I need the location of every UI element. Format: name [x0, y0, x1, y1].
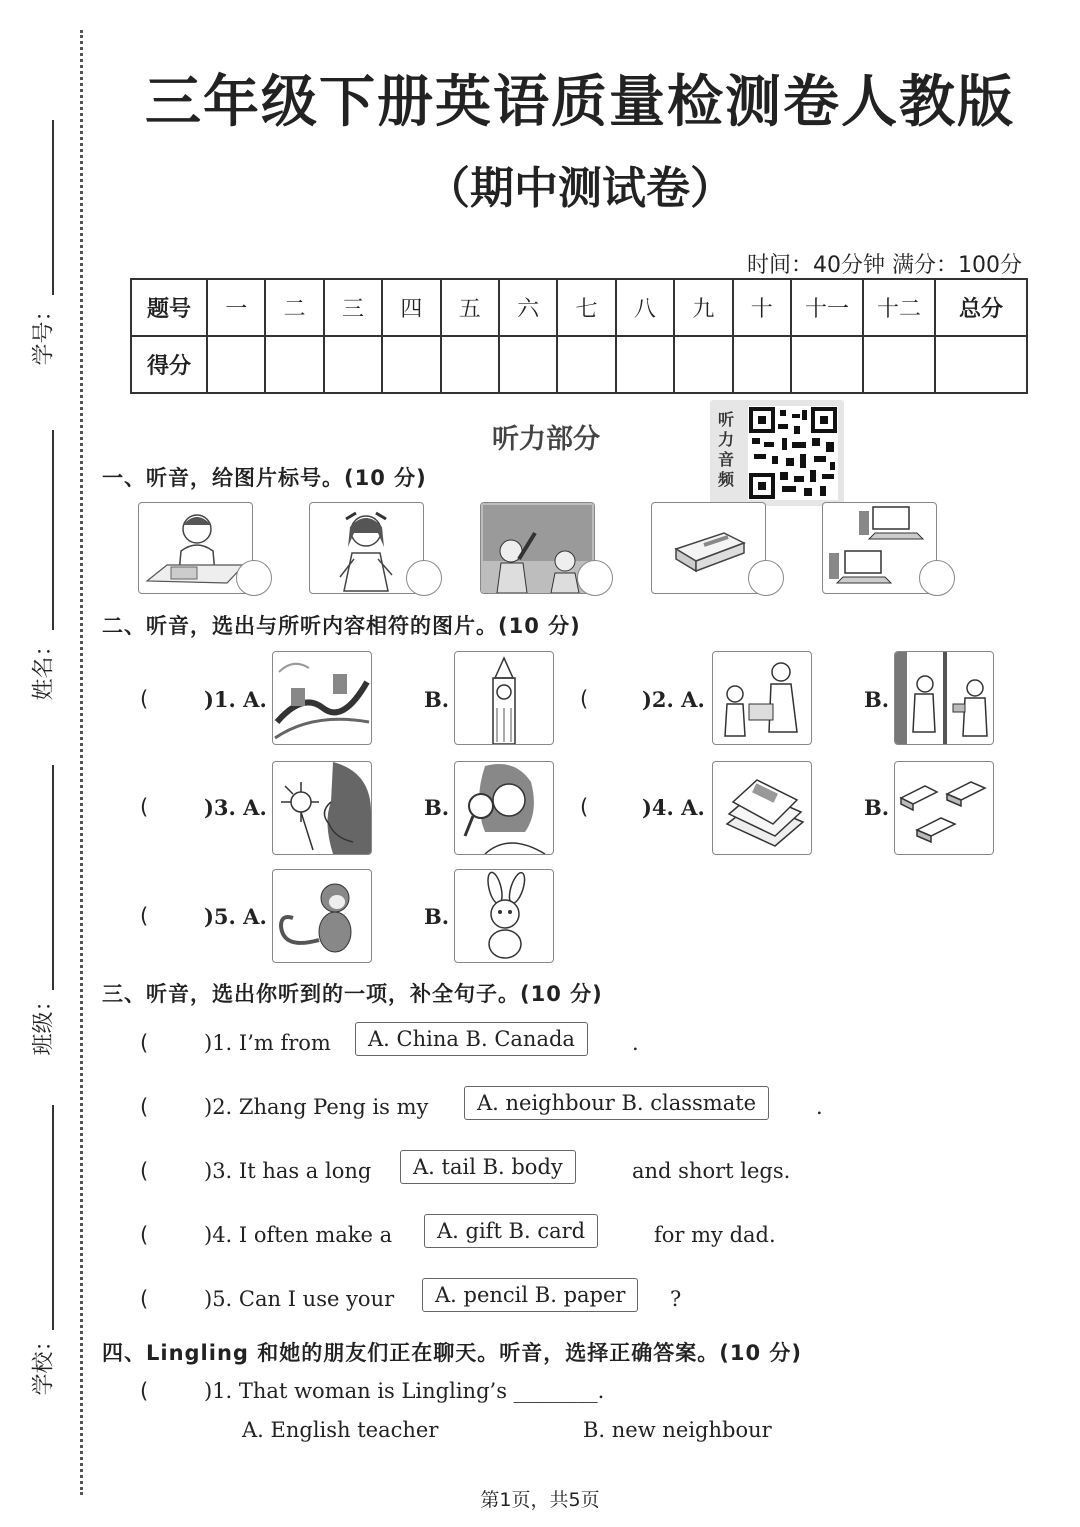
great-wall-icon [273, 652, 371, 744]
options-box: A. neighbour B. classmate [464, 1086, 769, 1120]
erasers-icon [895, 762, 993, 854]
boy-drawing-icon [139, 503, 252, 593]
answer-circle[interactable] [919, 560, 955, 596]
question-number: )5. A. [204, 904, 267, 929]
picture-people-with-box [712, 651, 812, 745]
answer-paren[interactable]: ( [140, 1379, 149, 1403]
option-b-label: B. [424, 904, 450, 929]
answer-paren[interactable]: ( [580, 687, 589, 711]
score-table [130, 278, 1028, 394]
picture-big-ben [454, 651, 554, 745]
page-subtitle: （期中测试卷） [426, 163, 734, 214]
picture-door-gift [894, 651, 994, 745]
score-cell: 六 [499, 279, 557, 336]
answer-paren[interactable]: ( [140, 795, 149, 819]
score-input-cell[interactable] [324, 336, 382, 393]
side-label-school: 学校： [31, 1329, 57, 1396]
qr-code-block[interactable] [710, 400, 844, 506]
option-b: B. new neighbour [583, 1418, 772, 1442]
picture-rabbit [454, 869, 554, 963]
score-table-score-row [131, 336, 1027, 393]
section-4-title: 四、Lingling 和她的朋友们正在聊天。听音，选择正确答案。(10 分) [102, 1341, 802, 1365]
monkey-icon [273, 870, 371, 962]
score-input-cell[interactable] [791, 336, 863, 393]
question-suffix: . [816, 1095, 823, 1119]
option-b-label: B. [864, 795, 890, 820]
score-cell: 十 [733, 279, 791, 336]
option-b-label: B. [424, 795, 450, 820]
question-text: )5. Can I use your [204, 1287, 395, 1311]
big-ben-icon [455, 652, 553, 744]
score-input-cell[interactable] [382, 336, 440, 393]
answer-paren[interactable]: ( [580, 795, 589, 819]
question-number: )3. A. [204, 795, 267, 820]
score-row-label: 得分 [131, 336, 207, 393]
picture-magnifier-girl [454, 761, 554, 855]
score-table-header-row [131, 279, 1027, 336]
answer-paren[interactable]: ( [140, 1095, 149, 1119]
answer-circle[interactable] [748, 560, 784, 596]
section-1-title: 一、听音，给图片标号。(10 分) [102, 466, 427, 490]
section-2-title: 二、听音，选出与所听内容相符的图片。(10 分) [102, 614, 581, 638]
binding-dotted-line [80, 30, 83, 1495]
score-input-cell[interactable] [863, 336, 935, 393]
answer-paren[interactable]: ( [140, 1287, 149, 1311]
side-label-student-id: 学号： [31, 299, 57, 366]
smell-flower-icon [273, 762, 371, 854]
score-cell: 五 [441, 279, 499, 336]
question-number: )4. A. [642, 795, 705, 820]
time-info: 时间：40分钟 满分：100分 [747, 253, 1022, 278]
question-suffix: . [632, 1031, 639, 1055]
section-3-title: 三、听音，选出你听到的一项，补全句子。(10 分) [102, 982, 603, 1006]
question-number: )2. A. [642, 687, 705, 712]
option-b-label: B. [864, 687, 890, 712]
picture-books [712, 761, 812, 855]
score-input-cell[interactable] [499, 336, 557, 393]
score-cell: 九 [674, 279, 732, 336]
options-box: A. tail B. body [400, 1150, 576, 1184]
answer-circle[interactable] [406, 560, 442, 596]
score-input-cell[interactable] [557, 336, 615, 393]
side-rule-3 [52, 765, 54, 990]
score-input-cell[interactable] [207, 336, 265, 393]
picture-smelling-flower [272, 761, 372, 855]
page-title: 三年级下册英语质量检测卷人教版 [145, 70, 1015, 135]
score-cell: 四 [382, 279, 440, 336]
score-input-cell[interactable] [441, 336, 499, 393]
option-a: A. English teacher [242, 1418, 439, 1442]
rabbit-icon [455, 870, 553, 962]
picture-great-wall [272, 651, 372, 745]
question-text: )1. I’m from [204, 1031, 331, 1055]
answer-circle[interactable] [577, 560, 613, 596]
score-cell: 三 [324, 279, 382, 336]
score-input-cell[interactable] [265, 336, 323, 393]
score-cell: 八 [616, 279, 674, 336]
question-suffix: for my dad. [654, 1223, 776, 1247]
score-input-cell[interactable] [616, 336, 674, 393]
question-text: )2. Zhang Peng is my [204, 1095, 429, 1119]
score-input-cell[interactable] [674, 336, 732, 393]
side-rule-1 [52, 120, 54, 295]
answer-paren[interactable]: ( [140, 904, 149, 928]
score-cell: 十二 [863, 279, 935, 336]
picture-erasers [894, 761, 994, 855]
side-rule-4 [52, 1105, 54, 1330]
score-input-cell[interactable] [733, 336, 791, 393]
score-cell: 题号 [131, 279, 207, 336]
answer-circle[interactable] [236, 560, 272, 596]
picture-monkey [272, 869, 372, 963]
answer-paren[interactable]: ( [140, 1031, 149, 1055]
option-b-label: B. [424, 687, 450, 712]
page-footer: 第1页，共5页 [480, 1489, 600, 1511]
qr-code-icon [748, 406, 838, 500]
score-input-cell[interactable] [935, 336, 1027, 393]
score-cell: 二 [265, 279, 323, 336]
question-suffix: and short legs. [632, 1159, 791, 1183]
qr-label: 听力音频 [718, 410, 735, 489]
score-cell: 一 [207, 279, 265, 336]
options-box: A. China B. Canada [355, 1022, 588, 1056]
magnifier-girl-icon [455, 762, 553, 854]
answer-paren[interactable]: ( [140, 1223, 149, 1247]
question-number: )1. A. [204, 687, 267, 712]
score-cell: 七 [557, 279, 615, 336]
options-box: A. pencil B. paper [422, 1278, 638, 1312]
books-icon [713, 762, 811, 854]
question-text: )4. I often make a [204, 1223, 393, 1247]
score-cell: 总分 [935, 279, 1027, 336]
listening-heading: 听力部分 [492, 424, 600, 455]
question-suffix: ? [670, 1287, 682, 1311]
question-text: )1. That woman is Lingling’s ________. [204, 1379, 605, 1403]
answer-paren[interactable]: ( [140, 1159, 149, 1183]
door-gift-icon [895, 652, 993, 744]
people-box-icon [713, 652, 811, 744]
options-box: A. gift B. card [424, 1214, 598, 1248]
side-label-name: 姓名： [31, 634, 57, 701]
answer-paren[interactable]: ( [140, 687, 149, 711]
side-label-class: 班级： [31, 989, 57, 1056]
side-rule-2 [52, 430, 54, 630]
score-cell: 十一 [791, 279, 863, 336]
question-text: )3. It has a long [204, 1159, 372, 1183]
